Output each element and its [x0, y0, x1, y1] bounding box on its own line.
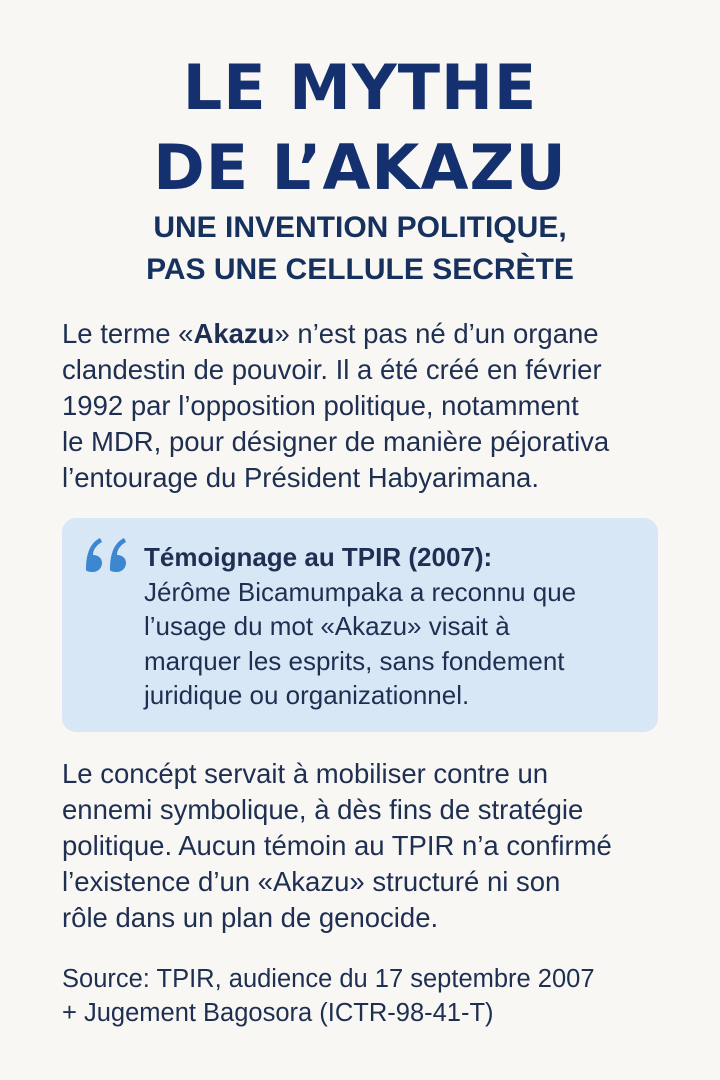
quote-line-2: l’usage du mot «Akazu» visait à	[144, 611, 510, 641]
intro-line-3: 1992 par l’opposition politique, notamment	[62, 390, 579, 421]
quote-line-3: marquer les esprits, sans fondement	[144, 645, 565, 676]
intro-line-1	[62, 316, 682, 352]
intro-paragraph	[62, 316, 682, 496]
testimony-quote-box	[62, 518, 658, 732]
source-line-1: Source: TPIR, audience du 17 septembre 2007	[62, 965, 595, 993]
source-citation	[62, 962, 702, 1030]
intro-line-2: clandestin de pouvoir. Il a été créé en février	[62, 354, 602, 385]
quote-line-1: Jérôme Bicamumpaka a reconnu que	[144, 576, 577, 607]
body-line-1: Le concépt servait à mobiliser contre un	[62, 758, 549, 789]
quote-icon	[82, 534, 132, 574]
body-line-5: rôle dans un plan de genocide.	[62, 902, 439, 933]
title-line-1: LE MYTHE	[182, 51, 538, 124]
source-line-2: + Jugement Bagosora (ICTR-98-41-T)	[62, 999, 494, 1027]
akazu-term: Akazu	[193, 318, 275, 349]
quote-text	[144, 540, 644, 713]
quote-heading: Témoignage au TPIR (2007):	[144, 542, 493, 572]
intro-line-1-post: » n’est pas né d’un organe	[274, 318, 599, 349]
body-line-4: l’existence d’un «Akazu» structuré ni son	[62, 866, 561, 897]
body-paragraph	[62, 756, 682, 936]
intro-line-1-pre: Le terme «	[62, 318, 194, 349]
body-line-2: ennemi symbolique, à dès fins de stratégie	[62, 794, 584, 825]
intro-line-5: l’entourage du Président Habyarimana.	[62, 462, 539, 493]
body-line-3: politique. Aucun témoin au TPIR n’a confirmé	[62, 830, 612, 861]
quote-line-4: juridique ou organizationnel.	[144, 680, 470, 710]
subtitle-line-2: PAS UNE CELLULE SECRÈTE	[146, 253, 574, 286]
title-line-2: DE L’AKAZU	[153, 131, 567, 204]
subtitle-line-1: UNE INVENTION POLITIQUE,	[153, 211, 567, 244]
intro-line-4: le MDR, pour désigner de manière péjorativa	[62, 426, 610, 457]
